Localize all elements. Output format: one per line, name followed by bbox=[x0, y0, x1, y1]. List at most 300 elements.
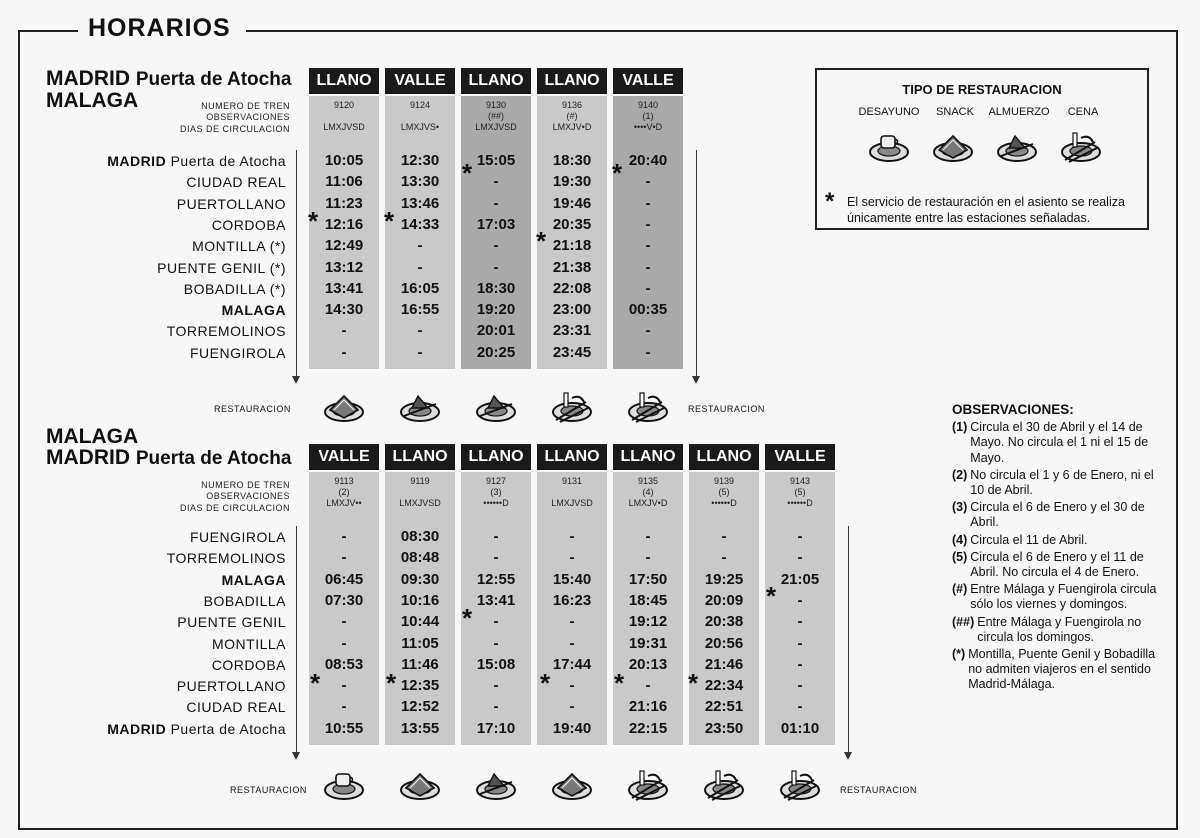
inbound-label-observaciones: OBSERVACIONES bbox=[206, 491, 290, 501]
inbound-time-9-5: 23:50 bbox=[704, 719, 744, 737]
outbound-time-5-3: 21:38 bbox=[552, 258, 592, 276]
outbound-origin-station: Puerta de Atocha bbox=[135, 69, 292, 90]
inbound-destination-station: Puerta de Atocha bbox=[135, 448, 292, 469]
inbound-time-4-1: 10:44 bbox=[400, 613, 440, 631]
inbound-station-2 bbox=[60, 572, 286, 588]
inbound-time-2-2: 12:55 bbox=[476, 570, 516, 588]
inbound-star-9143: * bbox=[766, 581, 777, 611]
inbound-train-meta-5 bbox=[689, 476, 759, 509]
outbound-time-0-1: 12:30 bbox=[400, 152, 440, 169]
outbound-time-5-4: - bbox=[645, 258, 651, 276]
inbound-station-name-1: TORREMOLINOS bbox=[166, 550, 286, 567]
observacion-text-6: Entre Málaga y Fuengirola no circula los domingos. bbox=[977, 614, 1142, 644]
inbound-train-obs-0: (2) bbox=[338, 487, 350, 497]
outbound-train-meta-0 bbox=[309, 100, 379, 133]
inbound-time-8-5: 22:51 bbox=[704, 698, 744, 716]
outbound-station-5 bbox=[60, 260, 286, 276]
inbound-star-9139: * bbox=[688, 668, 699, 698]
inbound-time-4-4: 19:12 bbox=[628, 613, 668, 631]
legend-note-line1: El servicio de restauración en el asiento se realiza bbox=[847, 195, 1125, 209]
outbound-restauracion-label-right: RESTAURACION bbox=[688, 404, 765, 414]
inbound-train-days-1: LMXJVSD bbox=[399, 498, 441, 508]
observacion-item-4 bbox=[952, 550, 1162, 580]
inbound-train-meta-6 bbox=[765, 476, 835, 509]
outbound-star-9130: * bbox=[462, 158, 473, 188]
outbound-station-7 bbox=[60, 302, 286, 318]
outbound-train-days-0: LMXJVSD bbox=[323, 122, 365, 132]
legend-asterisk: * bbox=[825, 188, 835, 215]
outbound-station-name-6: BOBADILLA (*) bbox=[183, 280, 286, 297]
outbound-train-obs-4: (1) bbox=[642, 111, 654, 121]
outbound-label-dias: DIAS DE CIRCULACION bbox=[179, 124, 290, 134]
outbound-time-2-2: - bbox=[493, 194, 499, 212]
inbound-time-3-6: - bbox=[797, 591, 803, 609]
outbound-train-type-1: VALLE bbox=[385, 68, 455, 94]
outbound-station-name-1: CIUDAD REAL bbox=[186, 174, 286, 191]
inbound-destination-city: MADRID bbox=[46, 446, 130, 469]
almuerzo-icon bbox=[995, 130, 1039, 164]
inbound-time-6-1: 11:46 bbox=[401, 655, 439, 673]
inbound-train-meta-2 bbox=[461, 476, 531, 509]
inbound-snack-icon-1 bbox=[398, 768, 442, 802]
outbound-station-4 bbox=[60, 238, 286, 254]
inbound-time-1-4: - bbox=[645, 549, 651, 567]
inbound-time-0-5: - bbox=[721, 528, 727, 545]
observacion-item-2 bbox=[952, 500, 1162, 530]
outbound-time-4-3: 21:18 bbox=[552, 237, 592, 255]
observacion-text-7: Montilla, Puente Genil y Bobadilla no admiten viajeros en el sentido Madrid-Málaga. bbox=[968, 647, 1156, 692]
outbound-star-9124: * bbox=[384, 206, 395, 236]
inbound-train-meta-1 bbox=[385, 476, 455, 509]
outbound-station-name-9: FUENGIROLA bbox=[189, 344, 286, 361]
cena-icon bbox=[550, 390, 594, 424]
inbound-train-type-3: LLANO bbox=[537, 444, 607, 470]
outbound-station-6 bbox=[60, 281, 286, 297]
inbound-time-1-1: 08:48 bbox=[400, 549, 440, 567]
inbound-time-6-0: 08:53 bbox=[324, 655, 364, 673]
outbound-time-6-2: 18:30 bbox=[476, 279, 516, 297]
inbound-origin-city: MALAGA bbox=[46, 425, 139, 448]
outbound-station-3 bbox=[60, 217, 286, 233]
observaciones-title: OBSERVACIONES: bbox=[952, 402, 1074, 417]
inbound-time-8-3: - bbox=[569, 698, 575, 716]
inbound-desayuno-icon-0 bbox=[322, 768, 366, 802]
outbound-train-obs-1 bbox=[385, 111, 455, 122]
outbound-time-5-2: - bbox=[493, 258, 499, 276]
inbound-station-8 bbox=[60, 699, 286, 715]
outbound-restauracion-label-left: RESTAURACION bbox=[214, 404, 291, 414]
inbound-time-0-6: - bbox=[797, 528, 803, 545]
outbound-train-obs-3: (#) bbox=[566, 111, 578, 121]
observacion-item-3 bbox=[952, 533, 1162, 548]
inbound-time-5-6: - bbox=[797, 634, 803, 652]
inbound-time-3-3: 16:23 bbox=[552, 591, 592, 609]
outbound-station-8 bbox=[60, 323, 286, 339]
inbound-train-number-5: 9139 bbox=[713, 476, 735, 486]
outbound-station-2 bbox=[60, 196, 286, 212]
outbound-time-6-4: - bbox=[645, 279, 651, 297]
inbound-train-days-4: LMXJV•D bbox=[628, 498, 668, 508]
almuerzo-icon bbox=[474, 390, 518, 424]
inbound-train-meta-3 bbox=[537, 476, 607, 509]
inbound-station-1 bbox=[60, 550, 286, 566]
inbound-time-0-0: - bbox=[341, 528, 347, 545]
legend-almuerzo-icon bbox=[995, 130, 1039, 164]
outbound-cena-icon-4 bbox=[626, 390, 670, 424]
inbound-train-number-1: 9119 bbox=[410, 476, 430, 486]
inbound-train-days-2: ••••••D bbox=[483, 498, 509, 508]
observacion-key-4: (5) bbox=[952, 549, 968, 564]
inbound-time-3-0: 07:30 bbox=[324, 591, 364, 609]
inbound-station-4 bbox=[60, 614, 286, 630]
inbound-time-8-1: 12:52 bbox=[400, 698, 440, 716]
inbound-station-bold-2: MALAGA bbox=[221, 571, 286, 588]
inbound-time-2-4: 17:50 bbox=[628, 570, 668, 588]
inbound-cena-icon-4 bbox=[626, 768, 670, 802]
outbound-time-8-3: 23:31 bbox=[552, 322, 592, 340]
inbound-station-0 bbox=[60, 529, 286, 545]
cena-icon bbox=[778, 768, 822, 802]
inbound-time-9-1: 13:55 bbox=[400, 719, 440, 737]
legend-note bbox=[847, 194, 1143, 226]
inbound-train-number-2: 9127 bbox=[485, 476, 507, 486]
outbound-direction-arrow-right bbox=[696, 150, 697, 378]
inbound-time-1-2: - bbox=[493, 549, 499, 567]
inbound-time-5-4: 19:31 bbox=[628, 634, 668, 652]
inbound-time-0-3: - bbox=[569, 528, 575, 545]
outbound-time-7-4: 00:35 bbox=[628, 301, 668, 319]
snack-icon bbox=[322, 390, 366, 424]
inbound-time-5-1: 11:05 bbox=[401, 634, 439, 652]
legend-label-desayuno: DESAYUNO bbox=[858, 106, 920, 118]
inbound-station-name-6: CORDOBA bbox=[211, 656, 286, 673]
inbound-time-2-6: 21:05 bbox=[780, 570, 820, 588]
inbound-station-3 bbox=[60, 593, 286, 609]
outbound-station-name-8: TORREMOLINOS bbox=[166, 323, 286, 340]
outbound-time-1-3: 19:30 bbox=[552, 173, 592, 191]
inbound-star-9131: * bbox=[540, 668, 551, 698]
inbound-time-7-5: 22:34 bbox=[704, 677, 744, 695]
observaciones-panel bbox=[952, 402, 1162, 695]
inbound-time-4-5: 20:38 bbox=[704, 613, 744, 631]
inbound-star-9127: * bbox=[462, 603, 473, 633]
inbound-time-4-6: - bbox=[797, 613, 803, 631]
inbound-station-name-9: Puerta de Atocha bbox=[166, 720, 286, 737]
outbound-star-9140: * bbox=[612, 158, 623, 188]
outbound-train-number-3: 9136 bbox=[561, 100, 583, 110]
outbound-time-8-0: - bbox=[341, 322, 347, 340]
inbound-time-2-0: 06:45 bbox=[324, 570, 364, 588]
observacion-item-6 bbox=[952, 615, 1162, 645]
inbound-cena-icon-5 bbox=[702, 768, 746, 802]
inbound-direction-arrow-right bbox=[848, 526, 849, 754]
observacion-item-5 bbox=[952, 582, 1162, 612]
outbound-time-7-1: 16:55 bbox=[400, 301, 440, 319]
outbound-time-9-4: - bbox=[645, 343, 651, 361]
inbound-train-obs-2: (3) bbox=[490, 487, 502, 497]
outbound-time-1-1: 13:30 bbox=[400, 173, 440, 191]
inbound-time-9-4: 22:15 bbox=[628, 719, 668, 737]
inbound-train-days-3: LMXJVSD bbox=[551, 498, 593, 508]
inbound-train-type-1: LLANO bbox=[385, 444, 455, 470]
outbound-label-observaciones: OBSERVACIONES bbox=[206, 112, 290, 122]
outbound-time-0-0: 10:05 bbox=[324, 152, 364, 169]
inbound-time-7-3: - bbox=[569, 677, 575, 695]
inbound-station-name-7: PUERTOLLANO bbox=[176, 678, 286, 695]
outbound-time-2-1: 13:46 bbox=[400, 194, 440, 212]
observacion-item-7 bbox=[952, 647, 1162, 693]
observacion-item-0 bbox=[952, 420, 1162, 466]
inbound-time-3-1: 10:16 bbox=[400, 591, 440, 609]
inbound-time-9-6: 01:10 bbox=[780, 719, 820, 737]
outbound-station-0 bbox=[60, 153, 286, 169]
observacion-text-3: Circula el 11 de Abril. bbox=[970, 532, 1088, 547]
inbound-train-days-0: LMXJV•• bbox=[326, 498, 362, 508]
inbound-restauracion-label-right: RESTAURACION bbox=[840, 785, 917, 795]
inbound-train-type-5: LLANO bbox=[689, 444, 759, 470]
outbound-time-9-0: - bbox=[341, 343, 347, 361]
inbound-station-name-5: MONTILLA bbox=[211, 635, 286, 652]
legend-label-cena: CENA bbox=[1067, 106, 1099, 118]
outbound-time-1-4: - bbox=[645, 173, 651, 191]
outbound-almuerzo-icon-2 bbox=[474, 390, 518, 424]
inbound-train-type-2: LLANO bbox=[461, 444, 531, 470]
observacion-text-5: Entre Málaga y Fuengirola circula sólo los viernes y domingos. bbox=[970, 582, 1157, 612]
inbound-time-9-2: 17:10 bbox=[476, 719, 516, 737]
outbound-train-meta-3 bbox=[537, 100, 607, 133]
inbound-time-9-0: 10:55 bbox=[324, 719, 364, 737]
inbound-station-name-0: FUENGIROLA bbox=[189, 529, 286, 545]
inbound-train-obs-4: (4) bbox=[642, 487, 654, 497]
cena-icon bbox=[1059, 130, 1103, 164]
outbound-time-2-0: 11:23 bbox=[325, 194, 363, 212]
outbound-train-obs-0 bbox=[309, 111, 379, 122]
outbound-station-name-4: MONTILLA (*) bbox=[192, 238, 286, 255]
observacion-text-2: Circula el 6 de Enero y el 30 de Abril. bbox=[970, 500, 1145, 530]
outbound-time-4-0: 12:49 bbox=[324, 237, 364, 255]
outbound-star-9120: * bbox=[308, 206, 319, 236]
observacion-text-4: Circula el 6 de Enero y el 11 de Abril. No circula el 4 de Enero. bbox=[970, 549, 1144, 580]
outbound-station-1 bbox=[60, 174, 286, 190]
outbound-station-bold-7: MALAGA bbox=[221, 302, 286, 319]
outbound-time-8-2: 20:01 bbox=[476, 322, 516, 340]
desayuno-icon bbox=[867, 130, 911, 164]
outbound-time-0-3: 18:30 bbox=[552, 152, 592, 169]
snack-icon bbox=[398, 768, 442, 802]
outbound-time-0-4: 20:40 bbox=[628, 152, 668, 169]
outbound-destination: MALAGA bbox=[46, 89, 139, 112]
outbound-train-number-4: 9140 bbox=[637, 100, 659, 110]
inbound-almuerzo-icon-2 bbox=[474, 768, 518, 802]
inbound-train-type-4: LLANO bbox=[613, 444, 683, 470]
inbound-time-6-3: 17:44 bbox=[552, 655, 592, 673]
outbound-time-2-3: 19:46 bbox=[552, 194, 592, 212]
inbound-time-3-5: 20:09 bbox=[704, 591, 744, 609]
outbound-time-8-1: - bbox=[417, 322, 423, 340]
inbound-time-7-0: - bbox=[341, 677, 347, 695]
almuerzo-icon bbox=[398, 390, 442, 424]
outbound-train-type-3: LLANO bbox=[537, 68, 607, 94]
outbound-time-9-2: 20:25 bbox=[476, 343, 516, 361]
inbound-station-5 bbox=[60, 636, 286, 652]
outbound-train-days-3: LMXJV•D bbox=[552, 122, 592, 132]
outbound-station-name-2: PUERTOLLANO bbox=[176, 195, 286, 212]
inbound-train-obs-3 bbox=[537, 487, 607, 498]
inbound-time-2-5: 19:25 bbox=[704, 570, 744, 588]
outbound-time-1-0: 11:06 bbox=[325, 173, 363, 191]
legend-title: TIPO DE RESTAURACION bbox=[902, 82, 1062, 97]
outbound-station-9 bbox=[60, 345, 286, 361]
inbound-time-5-0: - bbox=[341, 634, 347, 652]
inbound-time-4-0: - bbox=[341, 613, 347, 631]
inbound-time-6-2: 15:08 bbox=[476, 655, 516, 673]
outbound-time-2-4: - bbox=[645, 194, 651, 212]
outbound-time-3-1: 14:33 bbox=[400, 215, 440, 233]
inbound-direction-arrow bbox=[296, 526, 297, 754]
outbound-star-9136: * bbox=[536, 226, 547, 256]
inbound-label-dias: DIAS DE CIRCULACION bbox=[179, 503, 290, 513]
outbound-time-6-0: 13:41 bbox=[324, 279, 364, 297]
outbound-time-4-1: - bbox=[417, 237, 423, 255]
inbound-time-8-4: 21:16 bbox=[628, 698, 668, 716]
inbound-time-4-3: - bbox=[569, 613, 575, 631]
outbound-time-3-2: 17:03 bbox=[476, 215, 516, 233]
inbound-train-number-6: 9143 bbox=[789, 476, 811, 486]
observaciones-list bbox=[952, 420, 1162, 692]
inbound-time-3-2: 13:41 bbox=[476, 591, 516, 609]
inbound-time-7-1: 12:35 bbox=[400, 677, 440, 695]
observacion-text-1: No circula el 1 y 6 de Enero, ni el 10 de Abril. bbox=[970, 467, 1154, 498]
inbound-train-days-5: ••••••D bbox=[711, 498, 737, 508]
outbound-time-3-0: 12:16 bbox=[324, 215, 364, 233]
inbound-train-type-6: VALLE bbox=[765, 444, 835, 470]
outbound-train-meta-2 bbox=[461, 100, 531, 133]
inbound-time-3-4: 18:45 bbox=[628, 591, 668, 609]
legend-label-snack: SNACK bbox=[936, 106, 974, 118]
inbound-time-1-5: - bbox=[721, 549, 727, 567]
inbound-time-6-5: 21:46 bbox=[704, 655, 744, 673]
inbound-train-obs-6: (5) bbox=[794, 487, 806, 497]
outbound-time-3-3: 20:35 bbox=[552, 215, 592, 233]
inbound-train-days-6: ••••••D bbox=[787, 498, 813, 508]
restauracion-legend bbox=[815, 68, 1149, 230]
inbound-star-9113: * bbox=[310, 668, 321, 698]
outbound-time-6-1: 16:05 bbox=[400, 279, 440, 297]
inbound-station-9 bbox=[60, 721, 286, 737]
observacion-text-0: Circula el 30 de Abril y el 14 de Mayo. No circula el 1 ni el 15 de Mayo. bbox=[970, 420, 1149, 465]
outbound-station-bold-0: MADRID bbox=[107, 153, 167, 169]
outbound-time-3-4: - bbox=[645, 215, 651, 233]
outbound-time-4-2: - bbox=[493, 237, 499, 255]
inbound-train-obs-5: (5) bbox=[718, 487, 730, 497]
inbound-train-number-4: 9135 bbox=[637, 476, 659, 486]
observacion-key-7: (*) bbox=[952, 647, 966, 662]
inbound-time-8-2: - bbox=[493, 698, 499, 716]
outbound-train-days-2: LMXJVSD bbox=[475, 122, 517, 132]
legend-desayuno-icon bbox=[867, 130, 911, 164]
outbound-station-name-3: CORDOBA bbox=[211, 216, 286, 233]
cena-icon bbox=[702, 768, 746, 802]
observacion-key-3: (4) bbox=[952, 532, 968, 547]
outbound-time-8-4: - bbox=[645, 322, 651, 340]
page-title: HORARIOS bbox=[80, 14, 239, 43]
inbound-time-5-5: 20:56 bbox=[704, 634, 744, 652]
inbound-train-number-3: 9131 bbox=[561, 476, 583, 486]
inbound-station-name-4: PUENTE GENIL bbox=[177, 614, 286, 631]
outbound-station-name-5: PUENTE GENIL (*) bbox=[157, 259, 286, 276]
inbound-snack-icon-3 bbox=[550, 768, 594, 802]
outbound-train-type-2: LLANO bbox=[461, 68, 531, 94]
outbound-time-7-0: 14:30 bbox=[324, 301, 364, 319]
inbound-star-9119: * bbox=[386, 668, 397, 698]
observacion-key-2: (3) bbox=[952, 500, 968, 515]
inbound-train-number-0: 9113 bbox=[334, 476, 354, 486]
inbound-station-name-8: CIUDAD REAL bbox=[186, 699, 286, 716]
legend-snack-icon bbox=[931, 130, 975, 164]
inbound-time-0-4: - bbox=[645, 528, 651, 545]
inbound-station-7 bbox=[60, 678, 286, 694]
cena-icon bbox=[626, 390, 670, 424]
legend-cena-icon bbox=[1059, 130, 1103, 164]
inbound-star-9135: * bbox=[614, 668, 625, 698]
legend-label-almuerzo: ALMUERZO bbox=[988, 106, 1050, 118]
outbound-time-7-3: 23:00 bbox=[552, 301, 592, 319]
inbound-route-title bbox=[46, 426, 291, 469]
inbound-time-7-6: - bbox=[797, 677, 803, 695]
outbound-time-7-2: 19:20 bbox=[476, 301, 516, 319]
inbound-train-meta-4 bbox=[613, 476, 683, 509]
inbound-train-obs-1 bbox=[385, 487, 455, 498]
inbound-station-name-3: BOBADILLA bbox=[203, 592, 286, 609]
inbound-time-1-3: - bbox=[569, 549, 575, 567]
inbound-time-6-6: - bbox=[797, 655, 803, 673]
snack-icon bbox=[550, 768, 594, 802]
desayuno-icon bbox=[322, 768, 366, 802]
outbound-train-days-4: ••••V•D bbox=[633, 122, 663, 132]
inbound-time-2-3: 15:40 bbox=[552, 570, 592, 588]
outbound-train-type-0: LLANO bbox=[309, 68, 379, 94]
observacion-key-1: (2) bbox=[952, 467, 968, 482]
outbound-snack-icon-0 bbox=[322, 390, 366, 424]
outbound-station-name-0: Puerta de Atocha bbox=[166, 153, 286, 169]
outbound-train-obs-2: (##) bbox=[487, 111, 504, 121]
inbound-time-0-1: 08:30 bbox=[400, 528, 440, 545]
inbound-time-2-1: 09:30 bbox=[400, 570, 440, 588]
snack-icon bbox=[931, 130, 975, 164]
outbound-time-9-3: 23:45 bbox=[552, 343, 592, 361]
inbound-time-5-2: - bbox=[493, 634, 499, 652]
inbound-time-5-3: - bbox=[569, 634, 575, 652]
outbound-direction-arrow bbox=[296, 150, 297, 378]
outbound-time-9-1: - bbox=[417, 343, 423, 361]
observacion-key-5: (#) bbox=[952, 582, 968, 597]
inbound-station-6 bbox=[60, 657, 286, 673]
inbound-time-8-6: - bbox=[797, 698, 803, 716]
observacion-key-6: (##) bbox=[952, 614, 975, 629]
inbound-time-9-3: 19:40 bbox=[552, 719, 592, 737]
inbound-restauracion-label-left: RESTAURACION bbox=[230, 785, 307, 795]
inbound-time-6-4: 20:13 bbox=[628, 655, 668, 673]
inbound-time-7-4: - bbox=[645, 677, 651, 695]
legend-note-line2: únicamente entre las estaciones señaladas. bbox=[847, 211, 1091, 225]
outbound-train-meta-4 bbox=[613, 100, 683, 133]
outbound-train-number-0: 9120 bbox=[333, 100, 355, 110]
outbound-origin-city: MADRID bbox=[46, 67, 130, 90]
inbound-train-meta-0 bbox=[309, 476, 379, 509]
outbound-train-number-2: 9130 bbox=[485, 100, 507, 110]
outbound-train-number-1: 9124 bbox=[409, 100, 431, 110]
outbound-time-4-4: - bbox=[645, 237, 651, 255]
